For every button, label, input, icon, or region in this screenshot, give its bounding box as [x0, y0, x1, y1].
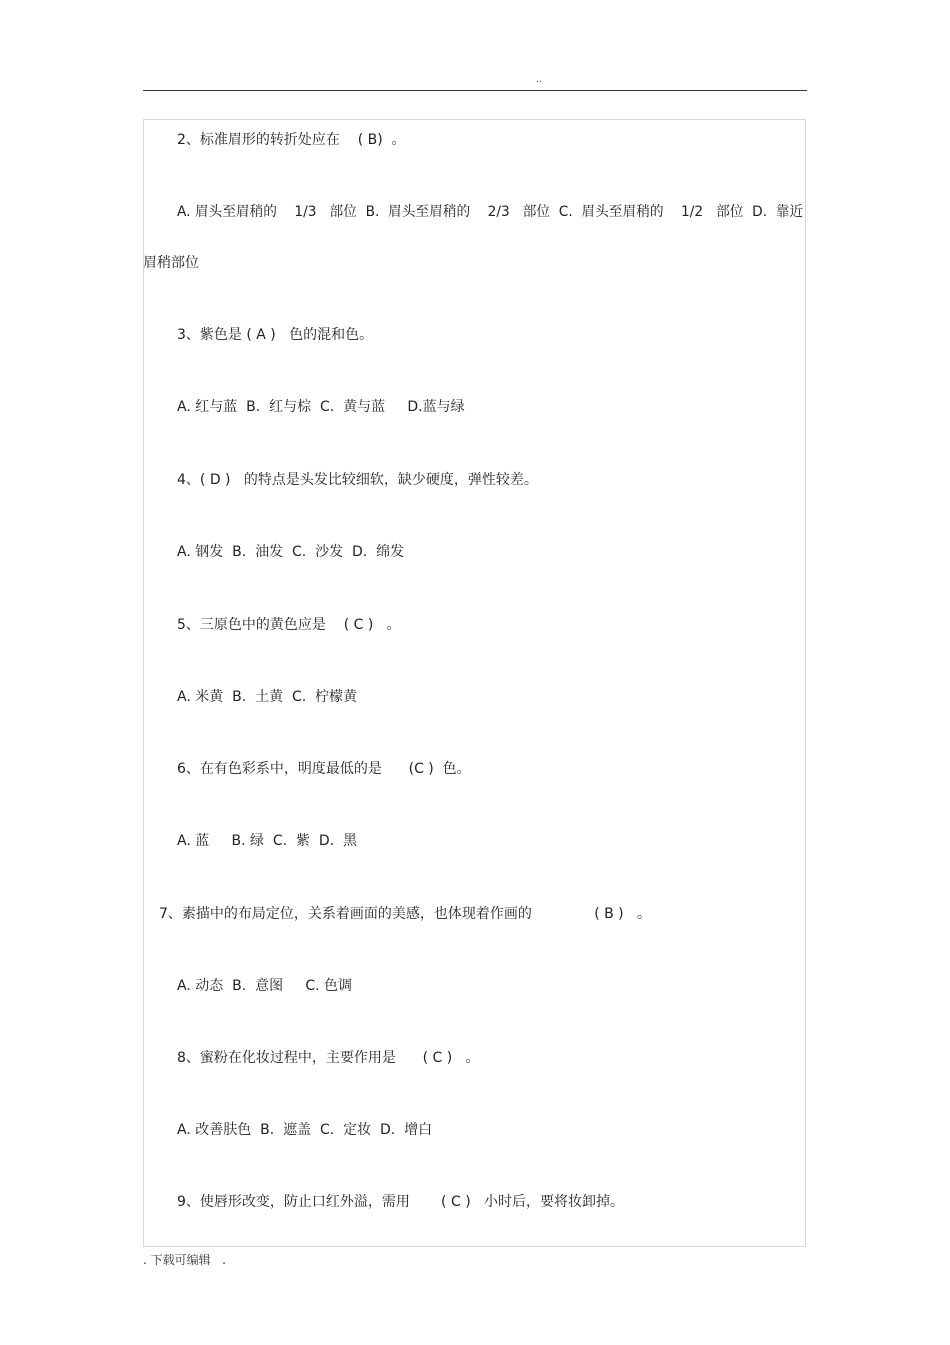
options-6: A. 蓝 B. 绿 C. 紫 D. 黑: [177, 833, 358, 849]
question-8: 8、蜜粉在化妆过程中，主要作用是 ( C ) 。: [177, 1050, 480, 1066]
question-3: 3、紫色是 ( A ) 色的混和色。: [177, 327, 374, 343]
question-5: 5、三原色中的黄色应是 ( C ) 。: [177, 617, 401, 633]
options-8: A. 改善肤色 B. 遮盖 C. 定妆 D. 增白: [177, 1122, 433, 1138]
footer-text: . 下载可编辑 .: [143, 1253, 226, 1267]
options-3: A. 红与蓝 B. 红与棕 C. 黄与蓝 D.蓝与绿: [177, 399, 465, 415]
question-9: 9、使唇形改变，防止口红外溢，需用 ( C ) 小时后，要将妆卸掉。: [177, 1194, 625, 1210]
question-7: 7、素描中的布局定位，关系着画面的美感，也体现着作画的 ( B ) 。: [159, 906, 651, 922]
options-2-continued: 眉稍部位: [143, 255, 199, 271]
options-7: A. 动态 B. 意图 C. 色调: [177, 978, 353, 994]
options-4: A. 钢发 B. 油发 C. 沙发 D. 绵发: [177, 544, 405, 560]
header-mark: ..: [536, 74, 543, 85]
question-6: 6、在有色彩系中，明度最低的是 (C ) 色。: [177, 761, 471, 777]
options-2: A. 眉头至眉稍的 1/3 部位 B. 眉头至眉稍的 2/3 部位 C. 眉头至眉稍的 1/2 部位 D. 靠近: [177, 204, 804, 220]
options-5: A. 米黄 B. 土黄 C. 柠檬黄: [177, 689, 358, 705]
header-rule: [143, 90, 807, 91]
question-4: 4、( D ) 的特点是头发比较细软，缺少硬度，弹性较差。: [177, 472, 538, 488]
question-2: 2、标准眉形的转折处应在 ( B) 。: [177, 132, 406, 148]
content-box: [143, 119, 806, 1247]
